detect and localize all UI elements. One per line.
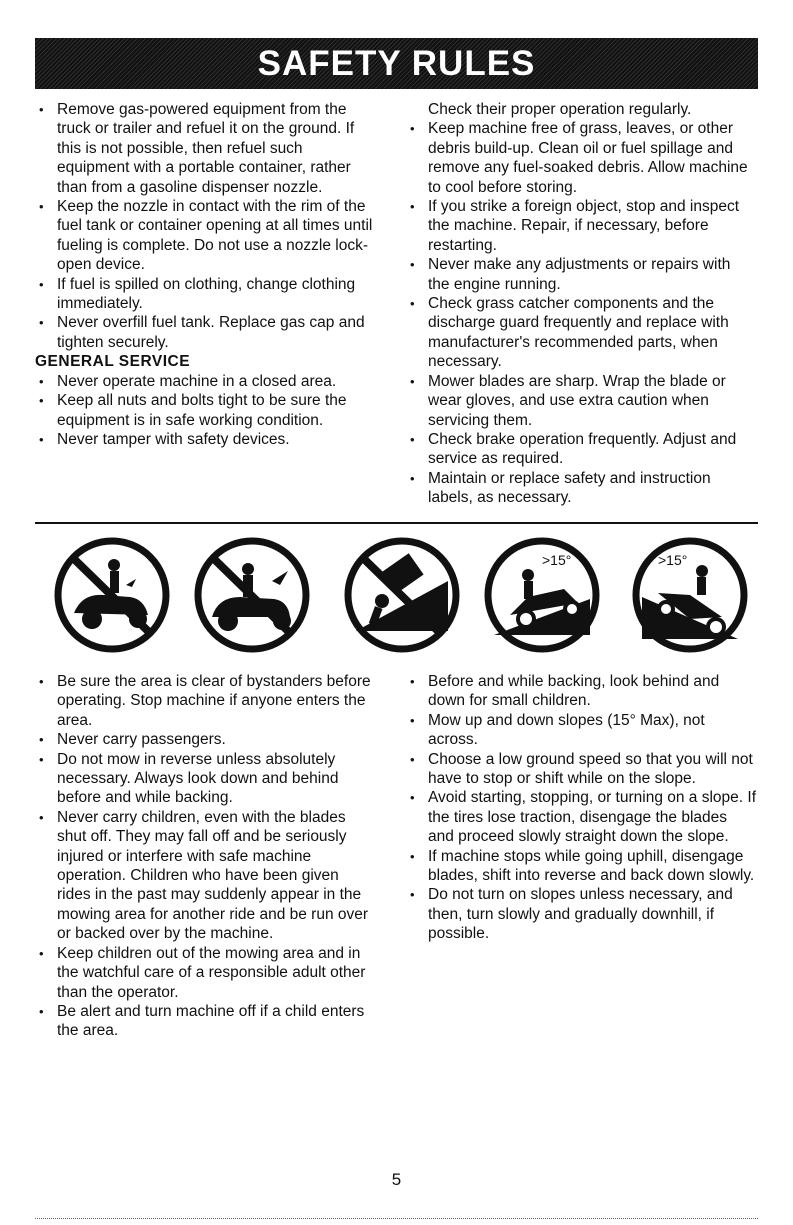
list-item: • Before and while backing, look behind and down for small children. [406,672,756,711]
list-item: • Keep children out of the mowing area and in the watchful care of a responsible adult other than the operator. [35,944,375,1002]
list-item: • Check brake operation frequently. Adjust and service as required. [406,430,756,469]
section-divider [35,522,758,524]
no-steep-slope-tipping-icon [342,535,462,655]
list-item: • Choose a low ground speed so that you will not have to stop or shift while on the slope. [406,750,756,789]
list-item: • Be sure the area is clear of bystanders before operating. Stop machine if anyone enters the area. [35,672,375,730]
max-slope-downhill-icon [630,535,750,655]
list-item: • Do not turn on slopes unless necessary, and then, turn slowly and gradually downhill, if possible. [406,885,756,943]
safety-pictograms [52,535,752,655]
list-item: • Do not mow in reverse unless absolutely necessary. Always look down and behind before and while backing. [35,750,375,808]
top-left-column [35,100,375,449]
list-item: • Mower blades are sharp. Wrap the blade or wear gloves, and use extra caution when servicing them. [406,372,756,430]
list-item: • Never operate machine in a closed area. [35,372,375,391]
fueling-list [35,100,375,352]
general-service-list [35,372,375,450]
slope-limit-label: >15° [542,552,572,568]
list-item: • Avoid starting, stopping, or turning on a slope. If the tires lose traction, disengage the blades and proceed slowly straight down the slope. [406,788,756,846]
slope-limit-label: >15° [658,552,688,568]
max-slope-uphill-icon [482,535,602,655]
service-list [406,119,756,507]
list-item: • Be alert and turn machine off if a child enters the area. [35,1002,375,1041]
page-bottom-edge [35,1218,758,1219]
list-item: • Never overfill fuel tank. Replace gas cap and tighten securely. [35,313,375,352]
bystander-list [35,672,375,1041]
continuation-text: Check their proper operation regularly. [428,101,692,118]
slope-list [406,672,756,944]
bottom-right-column [406,672,756,944]
list-item: • Remove gas-powered equipment from the truck or trailer and refuel it on the ground. If this is not possible, then refuel such equipment with a portable container, rather than from a gasoline dispenser nozzle. [35,100,375,197]
list-item: • Check grass catcher components and the discharge guard frequently and replace with manufacturer's recommended parts, when necessary. [406,294,756,372]
list-item: • If machine stops while going uphill, disengage blades, shift into reverse and back down slowly. [406,847,756,886]
list-item: • Never carry passengers. [35,730,375,749]
general-service-heading: GENERAL SERVICE [35,353,191,371]
list-item: • Keep machine free of grass, leaves, or other debris build-up. Clean oil or fuel spillage and remove any fuel-soaked debris. Allow machine to cool before storing. [406,119,756,197]
safety-rules-banner [35,38,758,89]
top-right-column [406,100,756,508]
no-reverse-mowing-icon [192,535,312,655]
page-number: 5 [391,1170,402,1189]
list-item: • Keep the nozzle in contact with the rim of the fuel tank or container opening at all times until fueling is complete. Do not use a nozzle lock-open device. [35,197,375,275]
list-item: • Never make any adjustments or repairs with the engine running. [406,255,756,294]
list-item: • If fuel is spilled on clothing, change clothing immediately. [35,275,375,314]
bottom-left-column [35,672,375,1041]
list-item: • Mow up and down slopes (15° Max), not across. [406,711,756,750]
banner-title: SAFETY RULES [257,43,536,83]
list-item: • Keep all nuts and bolts tight to be sure the equipment is in safe working condition. [35,391,375,430]
no-passenger-children-icon [52,535,172,655]
list-item: • Never carry children, even with the blades shut off. They may fall off and be seriously injured or interfere with safe machine operation. Children who have been given rides in the past may suddenly appear in the mowing area for another ride and be run over or backed over by the machine. [35,808,375,944]
list-item: • Maintain or replace safety and instruction labels, as necessary. [406,469,756,508]
list-item: • Never tamper with safety devices. [35,430,375,449]
list-item: • If you strike a foreign object, stop and inspect the machine. Repair, if necessary, before restarting. [406,197,756,255]
